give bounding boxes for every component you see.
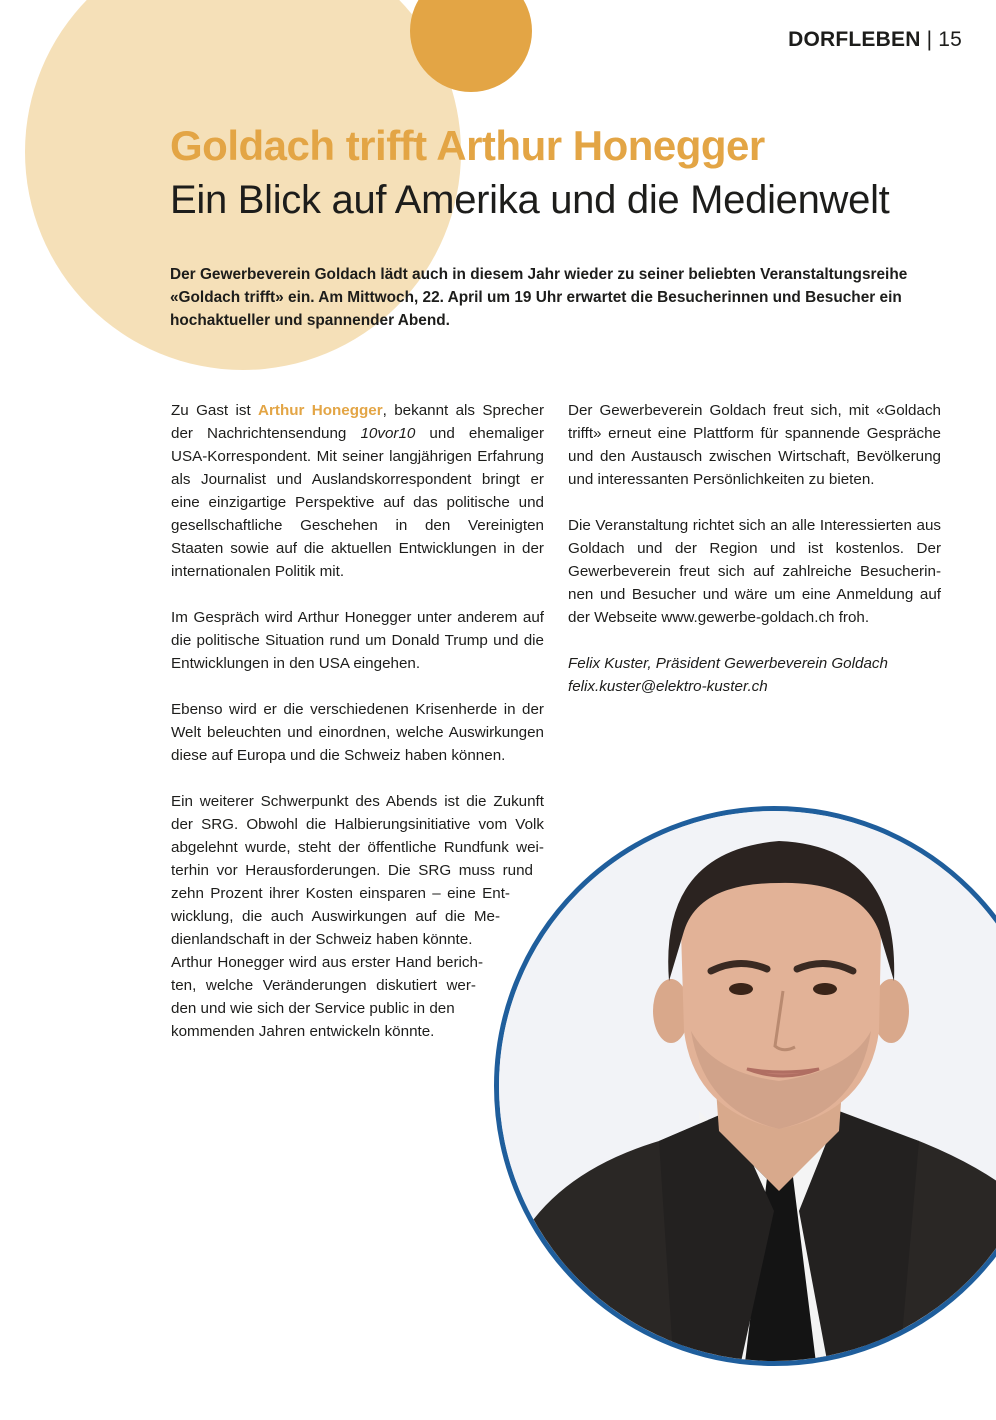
line: kommenden Jahren entwickeln könnte. [171,1023,435,1040]
signature-email: felix.kuster@elektro-kuster.ch [568,678,768,695]
text-run: Zu Gast ist [171,402,259,419]
show-name: 10vor10 [360,425,416,442]
left-paragraph-2: Im Gespräch wird Arthur Honegger unter anderem auf die politische Situation rund um Donald Trump und die Entwicklungen in den USA eingehen. [171,609,544,672]
text-run: und ehemaliger USA-Korrespondent. Mit seiner langjährigen Erfahrung als Journalist und Auslandskorrespondent bringt er eine einzigartige Perspektive auf das politische und gesellschaftliche Geschehen in den Vereinigten Staaten sowie auf die aktuellen Entwicklungen in der internationalen Politik mit. [171,425,545,580]
line: den und wie sich der Service public in den [171,1000,455,1017]
line: wicklung, die auch Auswirkungen auf die Me- [171,908,500,925]
line: terhin vor Herausforderungen. Die SRG muss rund [171,862,533,879]
portrait-illustration [499,811,996,1361]
line: ten, welche Veränderungen diskutiert wer- [171,977,476,994]
line: Ein weiterer Schwerpunkt des Abends ist die Zukunft [171,793,544,810]
portrait-photo [494,806,996,1366]
line: zehn Prozent ihrer Kosten einsparen – eine Ent- [171,885,510,902]
line: Arthur Honegger wird aus erster Hand berich- [171,954,483,971]
left-column [171,399,544,1066]
text-run: , bekannt als Sprecher der Nachrichtensendung [171,402,544,442]
section-label: DORFLEBEN [788,28,921,51]
article-title: Goldach trifft Arthur Honegger [170,122,765,169]
running-header [788,28,962,52]
page-number: 15 [938,28,962,51]
signature-name: Felix Kuster, Präsident Gewerbeverein Goldach [568,655,888,672]
line: dienlandschaft in der Schweiz haben könnte. [171,931,473,948]
left-paragraph-1 [171,399,544,583]
right-column [568,399,941,721]
left-paragraph-3: Ebenso wird er die verschiedenen Krisenherde in der Welt beleuchten und einordnen, welche Auswirkungen diese auf Europa und die Schweiz haben können. [171,701,544,764]
left-paragraph-4 [171,790,544,1043]
article-subtitle: Ein Blick auf Amerika und die Medienwelt [170,178,890,222]
signature [568,652,941,698]
right-paragraph-1: Der Gewerbeverein Goldach freut sich, mit «Goldach trifft» erneut eine Plattform für spannende Gespräche und den Austausch zwischen Wirtschaft, Bevölkerung und interessanten Persönlichkeiten zu bieten. [568,402,941,488]
guest-name-highlight: Arthur Honegger [258,402,383,419]
header-separator: | [926,28,933,51]
line: der SRG. Obwohl die Halbierungsinitiative vom Volk [171,816,544,833]
line: abgelehnt wurde, steht der öffentliche Rundfunk wei- [171,839,544,856]
right-paragraph-2: Die Veranstaltung richtet sich an alle Interessierten aus Goldach und der Region und ist kostenlos. Der Gewerbeverein freut sich auf zahlreiche Besucherinnen und Besucher und wäre um eine Anmeldung auf der Webseite www.gewerbe-goldach.ch froh. [568,517,941,626]
article-lead: Der Gewerbeverein Goldach lädt auch in diesem Jahr wieder zu seiner beliebten Veranstaltungsreihe «Goldach trifft» ein. Am Mittwoch, 22. April um 19 Uhr erwartet die Besucherinnen und Besucher ein hochaktueller und spannender Abend. [170,266,908,329]
